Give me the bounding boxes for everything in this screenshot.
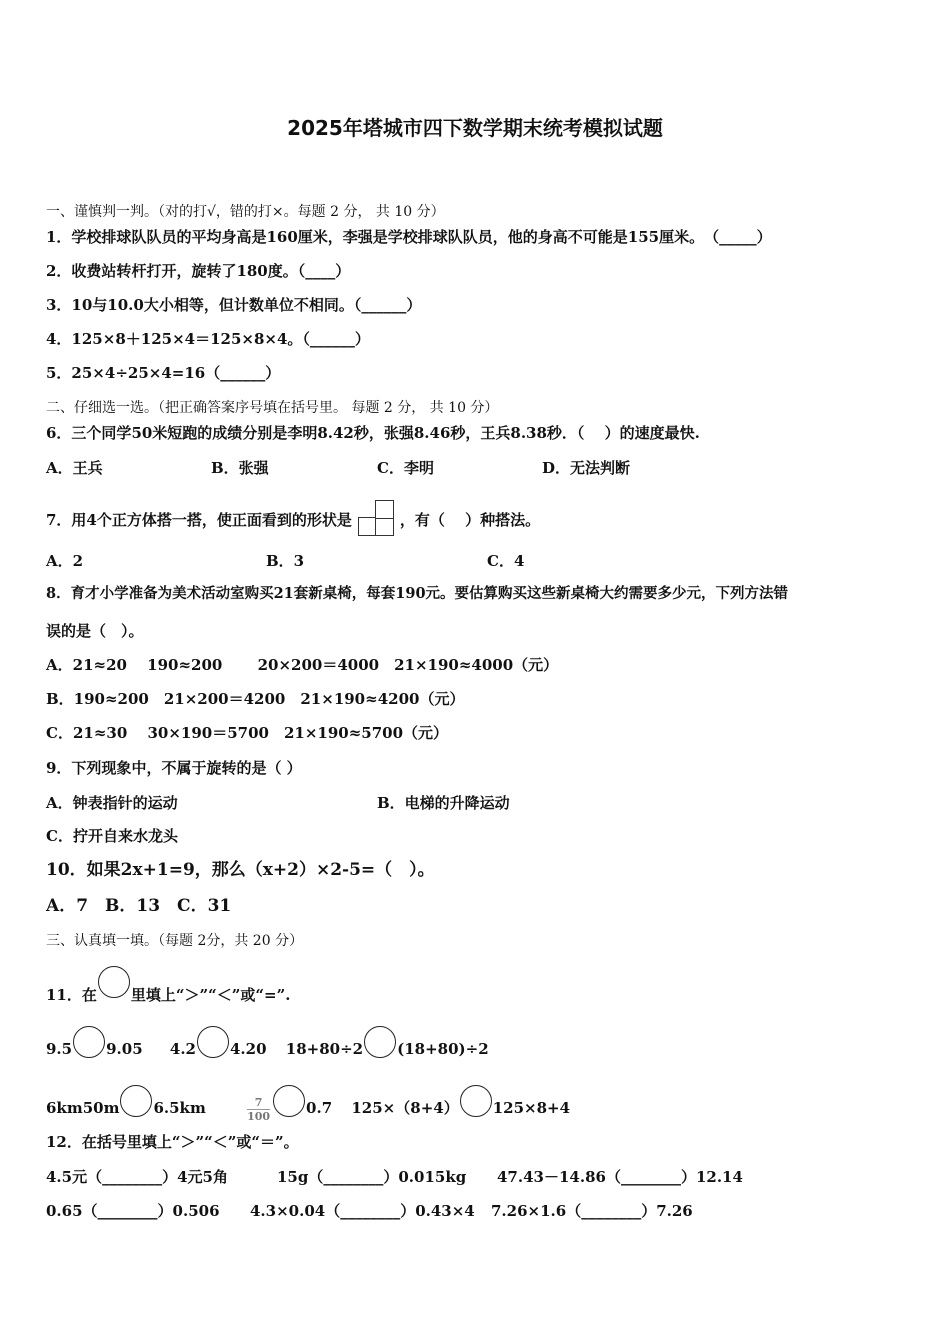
- compare-right-4: 6.5km: [153, 1099, 206, 1117]
- question-4: 4．125×8＋125×4＝125×8×4。（______）: [46, 330, 370, 348]
- q9-option-a: A．钟表指针的运动: [46, 794, 178, 812]
- compare-circle-1[interactable]: [73, 1026, 105, 1058]
- compare-circle-6[interactable]: [460, 1085, 492, 1117]
- question-3: 3．10与10.0大小相等，但计数单位不相同。（______）: [46, 296, 422, 314]
- q11-row-1: [46, 1026, 489, 1059]
- question-6: 6．三个同学50米短跑的成绩分别是李明8.42秒，张强8.46秒，王兵8.38秒．（ ）的速度最快.: [46, 424, 700, 442]
- q6-option-d: D．无法判断: [542, 459, 631, 477]
- q7-text-before: 7．用4个正方体搭一搭，使正面看到的形状是: [46, 511, 352, 529]
- section-3-heading: 三、认真填一填。（每题 2分，共 20 分）: [46, 933, 304, 949]
- question-11: [46, 966, 290, 1005]
- question-8-line-2: 误的是（ ）。: [46, 622, 144, 640]
- question-1: 1．学校排球队队员的平均身高是160厘米，李强是学校排球队队员，他的身高不可能是155厘米。 （_____）: [46, 228, 772, 246]
- q7-option-c: C．4: [487, 552, 525, 570]
- compare-circle-2[interactable]: [197, 1026, 229, 1058]
- question-2: 2．收费站转杆打开，旋转了180度。（____）: [46, 262, 351, 280]
- fraction-denominator: 100: [247, 1109, 271, 1123]
- q6-option-c: C．李明: [377, 459, 434, 477]
- q7-option-a: A．2: [46, 552, 84, 570]
- question-10: 10．如果2x+1=9，那么（x+2）×2-5=（ ）。: [46, 860, 435, 880]
- q12-item-2: 15g（________）0.015kg: [277, 1168, 467, 1186]
- compare-right-3: (18+80)÷2: [397, 1040, 489, 1058]
- q7-text-after: ，有（ ）种搭法。: [399, 511, 541, 529]
- compare-circle-5[interactable]: [273, 1085, 305, 1117]
- compare-right-1: 9.05: [106, 1040, 143, 1058]
- q6-option-b: B．张强: [211, 459, 269, 477]
- compare-left-1: 9.5: [46, 1040, 73, 1058]
- compare-right-6: 125×8+4: [492, 1099, 571, 1117]
- q12-item-3: 47.43－14.86（________）12.14: [497, 1168, 743, 1186]
- q10-options: A．7 B．13 C．31: [46, 896, 232, 916]
- q12-item-5: 4.3×0.04（________）0.43×4: [250, 1202, 475, 1220]
- compare-left-2: 4.2: [169, 1040, 196, 1058]
- q12-item-6: 7.26×1.6（________）7.26: [491, 1202, 693, 1220]
- blank-circle-icon[interactable]: [98, 966, 130, 998]
- q8-option-c: C．21≈30 30×190＝5700 21×190≈5700（元）: [46, 724, 449, 742]
- question-5: 5．25×4÷25×4=16（______）: [46, 364, 281, 382]
- compare-right-5: 0.7: [306, 1099, 333, 1117]
- q7-option-b: B．3: [266, 552, 305, 570]
- compare-circle-4[interactable]: [120, 1085, 152, 1117]
- q11-row-2: [46, 1085, 570, 1123]
- fraction-numerator: 7: [254, 1095, 263, 1109]
- section-1-heading: 一、谨慎判一判。（对的打√，错的打×。每题 2 分， 共 10 分）: [46, 204, 445, 220]
- q9-option-b: B．电梯的升降运动: [377, 794, 510, 812]
- compare-right-2: 4.20: [230, 1040, 267, 1058]
- question-7: [46, 501, 540, 535]
- compare-left-6: 125×（8+4）: [351, 1099, 459, 1117]
- q8-option-a: A．21≈20 190≈200 20×200＝4000 21×190≈4000（元）: [46, 656, 559, 674]
- q11-text-after: 里填上“＞”“＜”或“=”.: [130, 986, 291, 1004]
- q11-text-before: 11．在: [46, 986, 97, 1004]
- q8-option-b: B．190≈200 21×200＝4200 21×190≈4200（元）: [46, 690, 465, 708]
- q6-option-a: A．王兵: [46, 459, 103, 477]
- page-title: 2025年塔城市四下数学期末统考模拟试题: [287, 116, 663, 140]
- q9-option-c: C．拧开自来水龙头: [46, 827, 178, 845]
- fraction-7-100: [247, 1096, 270, 1123]
- compare-left-3: 18+80÷2: [285, 1040, 364, 1058]
- q12-item-1: 4.5元（________）4元5角: [46, 1168, 228, 1186]
- compare-circle-3[interactable]: [364, 1026, 396, 1058]
- cube-front-view-icon: [358, 501, 394, 535]
- question-9: 9．下列现象中，不属于旋转的是（ ）: [46, 759, 302, 777]
- q12-item-4: 0.65（________）0.506: [46, 1202, 220, 1220]
- section-2-heading: 二、仔细选一选。（把正确答案序号填在括号里。 每题 2 分， 共 10 分）: [46, 400, 499, 416]
- compare-left-4: 6km50m: [46, 1099, 120, 1117]
- question-8-line-1: 8．育才小学准备为美术活动室购买21套新桌椅，每套190元。要估算购买这些新桌椅大约需要多少元，下列方法错: [46, 585, 789, 602]
- question-12: 12．在括号里填上“＞”“＜”或“＝”。: [46, 1133, 299, 1151]
